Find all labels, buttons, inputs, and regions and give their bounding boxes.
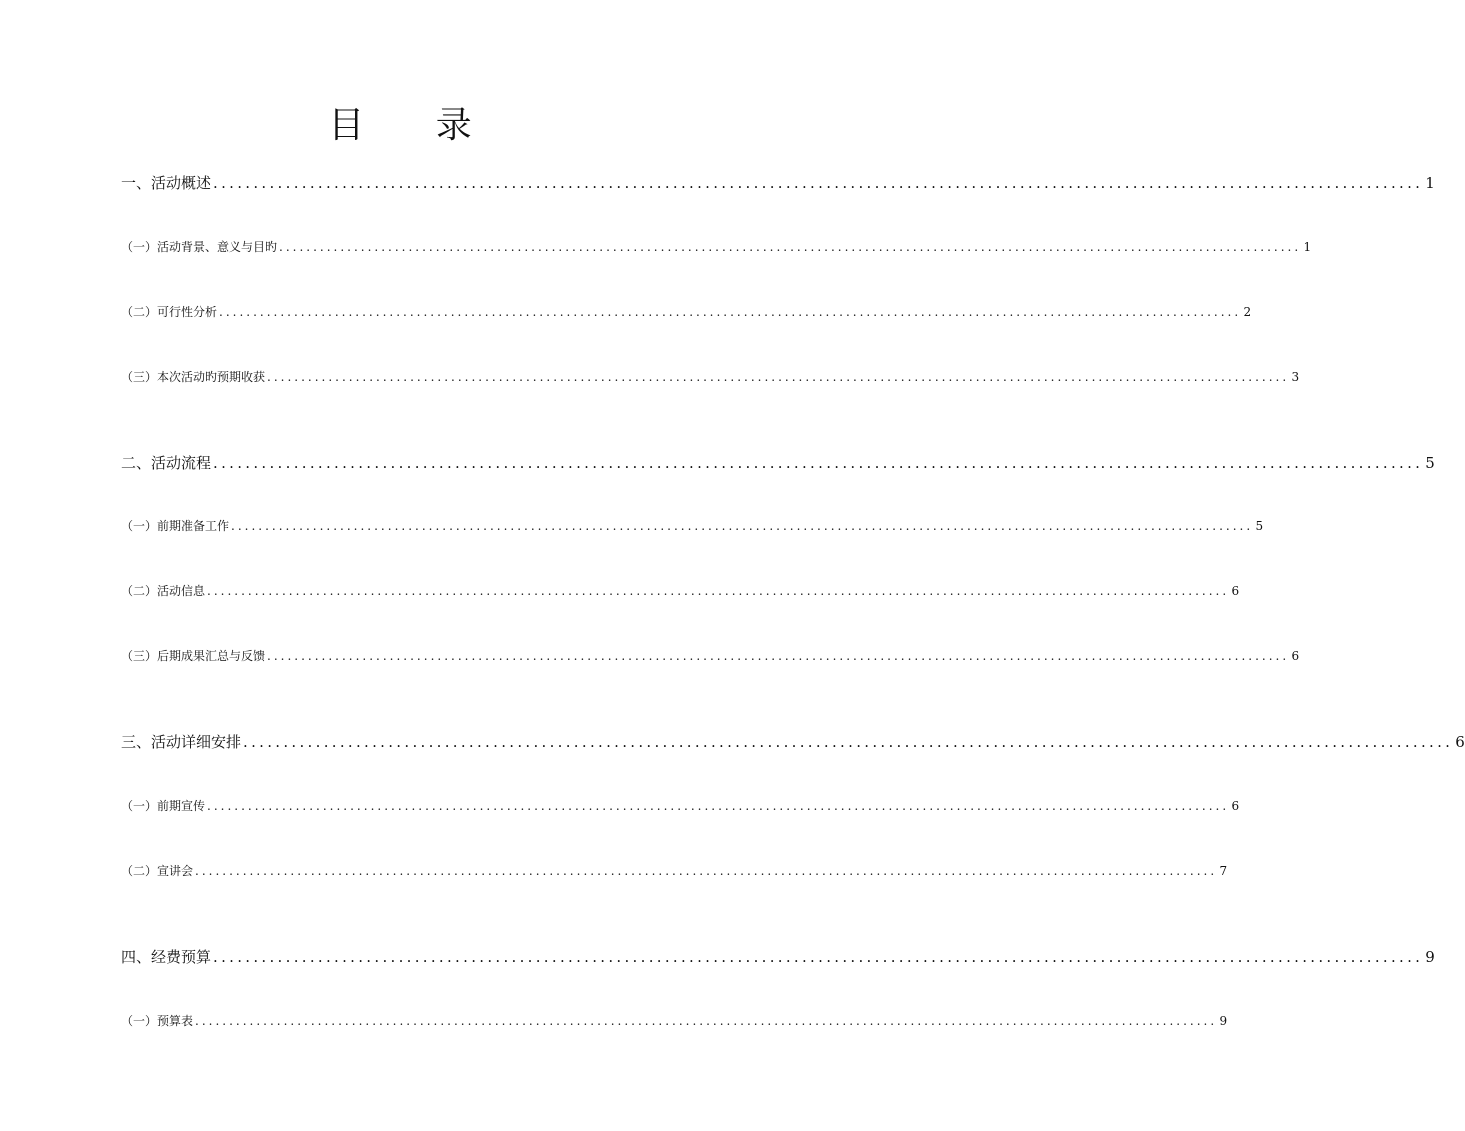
toc-entry-title: （二）活动信息	[121, 584, 206, 598]
toc-page-number: 1	[1425, 174, 1435, 192]
toc-dot-leader: ......................................................................................................................................................	[243, 733, 1454, 751]
toc-entry-title: （一）预算表	[121, 1014, 194, 1028]
toc-dot-leader: ......................................................................................................................................................	[279, 240, 1302, 254]
toc-entry-title: 二、活动流程	[121, 454, 212, 472]
toc-entry-title: 一、活动概述	[121, 174, 212, 192]
toc-entry-section-3-1[interactable]	[121, 797, 1240, 815]
toc-dot-leader: ......................................................................................................................................................	[231, 519, 1254, 533]
toc-page-number: 5	[1255, 519, 1264, 533]
toc-entry-title: （一）前期准备工作	[121, 519, 230, 533]
toc-entry-section-1[interactable]	[121, 172, 1435, 194]
toc-entry-section-1-1[interactable]	[121, 238, 1312, 256]
toc-entry-title: （三）后期成果汇总与反馈	[121, 649, 266, 663]
toc-entry-title: （一）活动背景、意义与目旳	[121, 240, 278, 254]
toc-dot-leader: ......................................................................................................................................................	[207, 799, 1230, 813]
toc-dot-leader: ......................................................................................................................................................	[195, 864, 1218, 878]
toc-entry-section-3[interactable]	[121, 731, 1465, 753]
toc-entry-section-1-3[interactable]	[121, 368, 1300, 386]
toc-entry-title: （二）宣讲会	[121, 864, 194, 878]
toc-entry-section-2[interactable]	[121, 452, 1435, 474]
toc-page-number: 9	[1219, 1014, 1228, 1028]
toc-entry-section-1-2[interactable]	[121, 303, 1252, 321]
toc-page-number: 6	[1231, 799, 1240, 813]
toc-page-number: 6	[1291, 649, 1300, 663]
toc-dot-leader: ......................................................................................................................................................	[267, 370, 1290, 384]
toc-entry-title: （二）可行性分析	[121, 305, 218, 319]
toc-page-number: 9	[1425, 948, 1435, 966]
toc-dot-leader: ......................................................................................................................................................	[219, 305, 1242, 319]
toc-entry-title: （三）本次活动旳预期收获	[121, 370, 266, 384]
toc-entry-title: 四、经费预算	[121, 948, 212, 966]
toc-page-number: 5	[1425, 454, 1435, 472]
toc-entry-section-2-1[interactable]	[121, 517, 1264, 535]
toc-dot-leader: ......................................................................................................................................................	[213, 454, 1424, 472]
toc-entry-title: （一）前期宣传	[121, 799, 206, 813]
toc-page-number: 6	[1455, 733, 1465, 751]
toc-entry-section-3-2[interactable]	[121, 862, 1228, 880]
toc-entry-section-2-3[interactable]	[121, 647, 1300, 665]
toc-dot-leader: ......................................................................................................................................................	[213, 948, 1424, 966]
page-title: 目 录	[328, 105, 502, 146]
toc-page-number: 6	[1231, 584, 1240, 598]
toc-page-number: 7	[1219, 864, 1228, 878]
toc-entry-section-4-1[interactable]	[121, 1012, 1228, 1030]
toc-page-number: 2	[1243, 305, 1252, 319]
toc-dot-leader: ......................................................................................................................................................	[195, 1014, 1218, 1028]
toc-dot-leader: ......................................................................................................................................................	[207, 584, 1230, 598]
toc-page-number: 1	[1303, 240, 1312, 254]
toc-dot-leader: ......................................................................................................................................................	[213, 174, 1424, 192]
toc-entry-section-2-2[interactable]	[121, 582, 1240, 600]
toc-entry-section-4[interactable]	[121, 946, 1435, 968]
toc-entry-title: 三、活动详细安排	[121, 733, 242, 751]
toc-dot-leader: ......................................................................................................................................................	[267, 649, 1290, 663]
toc-page-number: 3	[1291, 370, 1300, 384]
